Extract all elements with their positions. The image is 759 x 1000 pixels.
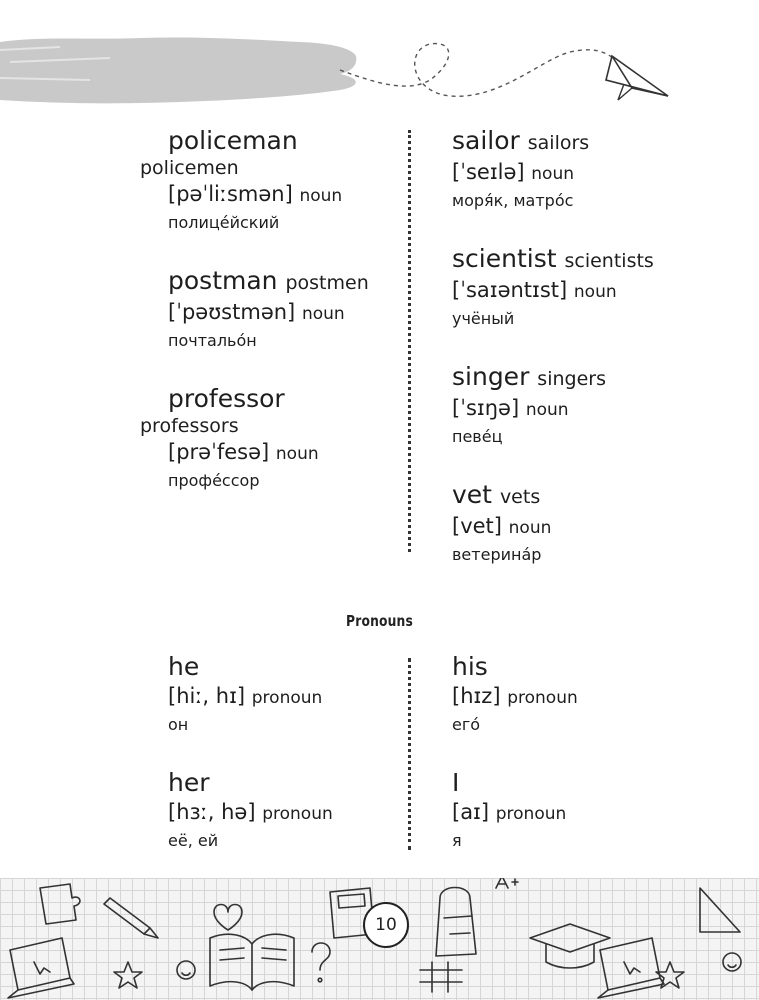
headword-line <box>168 266 398 298</box>
headword: I <box>452 768 460 797</box>
part-of-speech: noun <box>531 164 574 184</box>
headword: his <box>452 652 488 681</box>
entry-sailor <box>452 126 752 214</box>
phonetic-line <box>452 682 752 712</box>
entry-policeman <box>140 126 398 236</box>
phonetic-line <box>452 276 752 306</box>
entry-scientist <box>452 244 752 332</box>
plural-form: scientists <box>564 250 654 272</box>
translation: её, ей <box>168 831 219 850</box>
phonetic: [prəˈfesə] <box>168 440 270 464</box>
phonetic-line <box>168 438 398 468</box>
plural-form: policemen <box>140 157 239 179</box>
entry-i <box>452 768 752 854</box>
professions-right-column <box>452 126 752 568</box>
pronouns-left-column <box>168 652 398 854</box>
part-of-speech: noun <box>525 400 569 420</box>
phonetic: [ˈseɪlə] <box>452 160 525 184</box>
phonetic-line <box>168 180 398 210</box>
section-title-pronouns: Pronouns <box>346 612 413 630</box>
entry-singer <box>452 362 752 450</box>
part-of-speech: noun <box>299 186 343 206</box>
phonetic: [hɪz] <box>452 684 501 708</box>
phonetic: [ˈpəʊstmən] <box>168 300 296 324</box>
phonetic-line <box>452 394 752 424</box>
headword: professor <box>168 384 285 413</box>
part-of-speech: noun <box>508 518 552 538</box>
plural-form: singers <box>537 368 606 390</box>
column-divider <box>408 130 411 552</box>
headword: singer <box>452 362 530 391</box>
entry-he <box>168 652 398 738</box>
translation: певе́ц <box>452 427 503 446</box>
page-number: 10 <box>363 902 409 948</box>
phonetic-line <box>168 298 398 328</box>
professions-left-column <box>140 126 398 494</box>
phonetic: [hɜː, hə] <box>168 800 256 824</box>
plural-form: professors <box>140 415 239 437</box>
translation: полице́йский <box>168 213 280 232</box>
plural-form: vets <box>499 486 541 508</box>
phonetic: [vet] <box>452 514 502 538</box>
part-of-speech: pronoun <box>495 804 567 824</box>
part-of-speech: noun <box>275 444 319 464</box>
headword-line <box>452 244 752 276</box>
translation: он <box>168 715 189 734</box>
translation: я <box>452 831 462 850</box>
plural-form: sailors <box>527 132 590 154</box>
headword: scientist <box>452 244 557 273</box>
phonetic-line <box>168 798 398 828</box>
phonetic: [aɪ] <box>452 800 490 824</box>
phonetic: [ˈsɪŋə] <box>452 396 520 420</box>
headword: he <box>168 652 200 681</box>
paper-plane-icon <box>0 0 759 120</box>
part-of-speech: noun <box>573 282 617 302</box>
phonetic-line <box>452 798 752 828</box>
entry-professor <box>140 384 398 494</box>
translation: профе́ссор <box>168 471 260 490</box>
entry-his <box>452 652 752 738</box>
translation: почтальо́н <box>168 331 257 350</box>
column-divider <box>408 658 411 850</box>
part-of-speech: pronoun <box>262 804 333 824</box>
phonetic-line <box>452 158 752 188</box>
headword: her <box>168 768 210 797</box>
phonetic: [ˈsaɪəntɪst] <box>452 278 568 302</box>
part-of-speech: pronoun <box>251 688 323 708</box>
entry-vet <box>452 480 752 568</box>
headword: postman <box>168 266 278 295</box>
part-of-speech: pronoun <box>507 688 578 708</box>
part-of-speech: noun <box>301 304 345 324</box>
pronouns-right-column <box>452 652 752 854</box>
translation: учёный <box>452 309 515 328</box>
translation: его́ <box>452 715 481 734</box>
phonetic-line <box>452 512 752 542</box>
entry-her <box>168 768 398 854</box>
plural-form: postmen <box>285 272 369 294</box>
headword: sailor <box>452 126 520 155</box>
phonetic: [pəˈliːsmən] <box>168 182 293 206</box>
phonetic: [hiː, hɪ] <box>168 684 246 708</box>
phonetic-line <box>168 682 398 712</box>
headword-line <box>452 480 752 512</box>
translation: моря́к, матро́с <box>452 191 574 210</box>
entry-postman <box>168 266 398 354</box>
translation: ветерина́р <box>452 545 542 564</box>
headword: policeman <box>168 126 298 155</box>
headword-line <box>452 126 752 158</box>
headword-line <box>452 362 752 394</box>
headword: vet <box>452 480 492 509</box>
